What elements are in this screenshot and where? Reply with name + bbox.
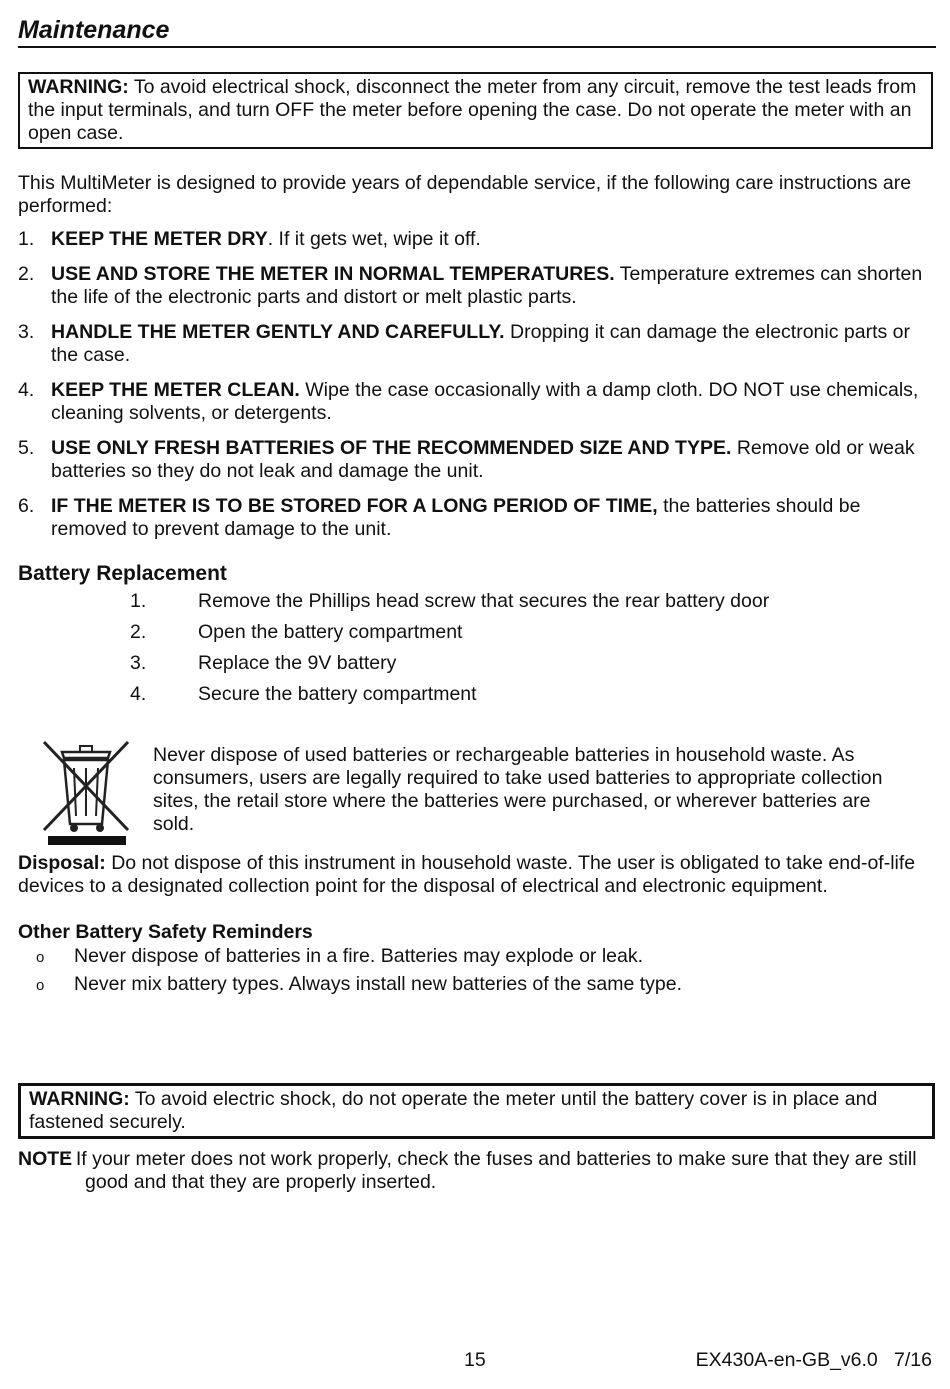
disposal-text: Do not dispose of this instrument in household waste. The user is obligated to take end-of-life devices to a designated collection point for the disposal of electrical and electronic equipment. <box>18 852 916 897</box>
care-item-heading: USE ONLY FRESH BATTERIES OF THE RECOMMENDED SIZE AND TYPE. <box>51 437 732 459</box>
intro-paragraph: This MultiMeter is designed to provide years of dependable service, if the following care instructions are performed: <box>18 172 912 217</box>
list-number: 2. <box>18 263 35 285</box>
disposal-label: Disposal: <box>18 852 106 874</box>
care-item-heading: HANDLE THE METER GENTLY AND CAREFULLY. <box>51 321 505 343</box>
care-item-text: Temperature extremes can shorten the life of the electronic parts and distort or melt plastic parts. <box>51 263 923 308</box>
list-number: 3. <box>18 321 35 343</box>
warning-box-bottom <box>18 1083 935 1139</box>
weee-notice: Never dispose of used batteries or rechargeable batteries in household waste. As consumers, users are legally required to take used batteries to appropriate collection sites, the retail store where the batteries were purchased, or wherever batteries are sold. <box>153 744 883 835</box>
note-paragraph <box>18 1148 928 1194</box>
reminder-text: Never mix battery types. Always install new batteries of the same type. <box>74 973 683 995</box>
care-item-text: Remove old or weak batteries so they do not leak and damage the unit. <box>51 437 915 482</box>
step-text: Remove the Phillips head screw that secures the rear battery door <box>198 590 770 612</box>
bullet-icon: o <box>36 977 45 994</box>
battery-replacement-heading: Battery Replacement <box>18 562 227 585</box>
care-instructions-list <box>18 228 928 553</box>
list-item <box>18 321 928 367</box>
page-title: Maintenance <box>18 14 936 48</box>
list-number: 1. <box>130 590 147 612</box>
list-number: 4. <box>130 683 147 705</box>
list-item <box>18 437 928 483</box>
list-number: 2. <box>130 621 147 643</box>
safety-reminders-list <box>36 945 682 1001</box>
list-item <box>36 973 682 1001</box>
list-number: 6. <box>18 495 35 517</box>
care-item-text: the batteries should be removed to prevent damage to the unit. <box>51 495 861 540</box>
warning-label: WARNING: <box>29 1088 130 1110</box>
list-number: 1. <box>18 228 35 250</box>
list-item <box>18 379 928 425</box>
warning-label: WARNING: <box>28 76 129 98</box>
warning-box-top <box>18 72 933 149</box>
care-item-heading: KEEP THE METER CLEAN. <box>51 379 300 401</box>
page-number: 15 <box>464 1349 486 1371</box>
warning-text: To avoid electric shock, do not operate the meter until the battery cover is in place and fastened securely. <box>29 1088 878 1133</box>
care-item-heading: IF THE METER IS TO BE STORED FOR A LONG PERIOD OF TIME, <box>51 495 658 517</box>
step-text: Open the battery compartment <box>198 621 463 643</box>
care-item-text: . If it gets wet, wipe it off. <box>267 228 481 250</box>
reminder-text: Never dispose of batteries in a fire. Batteries may explode or leak. <box>74 945 644 967</box>
list-item <box>18 495 928 541</box>
step-text: Secure the battery compartment <box>198 683 477 705</box>
care-item-text: Dropping it can damage the electronic parts or the case. <box>51 321 910 366</box>
bullet-icon: o <box>36 949 45 966</box>
warning-text: To avoid electrical shock, disconnect the meter from any circuit, remove the test leads from the input terminals, and turn OFF the meter before opening the case. Do not operate the meter with an open case. <box>28 76 917 144</box>
crossed-out-wheelie-bin-icon <box>40 738 132 846</box>
note-label: NOTE <box>18 1148 73 1170</box>
safety-reminders-heading: Other Battery Safety Reminders <box>18 921 313 943</box>
list-item <box>36 945 682 973</box>
list-number: 4. <box>18 379 35 401</box>
list-number: 3. <box>130 652 147 674</box>
note-text: : If your meter does not work properly, check the fuses and batteries to make sure that they are still good and that they are properly inserted. <box>65 1148 917 1193</box>
disposal-paragraph <box>18 852 928 898</box>
care-item-heading: USE AND STORE THE METER IN NORMAL TEMPERATURES. <box>51 263 615 285</box>
document-code: EX430A-en-GB_v6.0 7/16 <box>695 1349 932 1371</box>
list-number: 5. <box>18 437 35 459</box>
step-text: Replace the 9V battery <box>198 652 397 674</box>
care-item-heading: KEEP THE METER DRY <box>51 228 268 250</box>
list-item <box>18 263 928 309</box>
care-item-text: Wipe the case occasionally with a damp cloth. DO NOT use chemicals, cleaning solvents, or detergents. <box>51 379 919 424</box>
list-item <box>18 228 928 251</box>
